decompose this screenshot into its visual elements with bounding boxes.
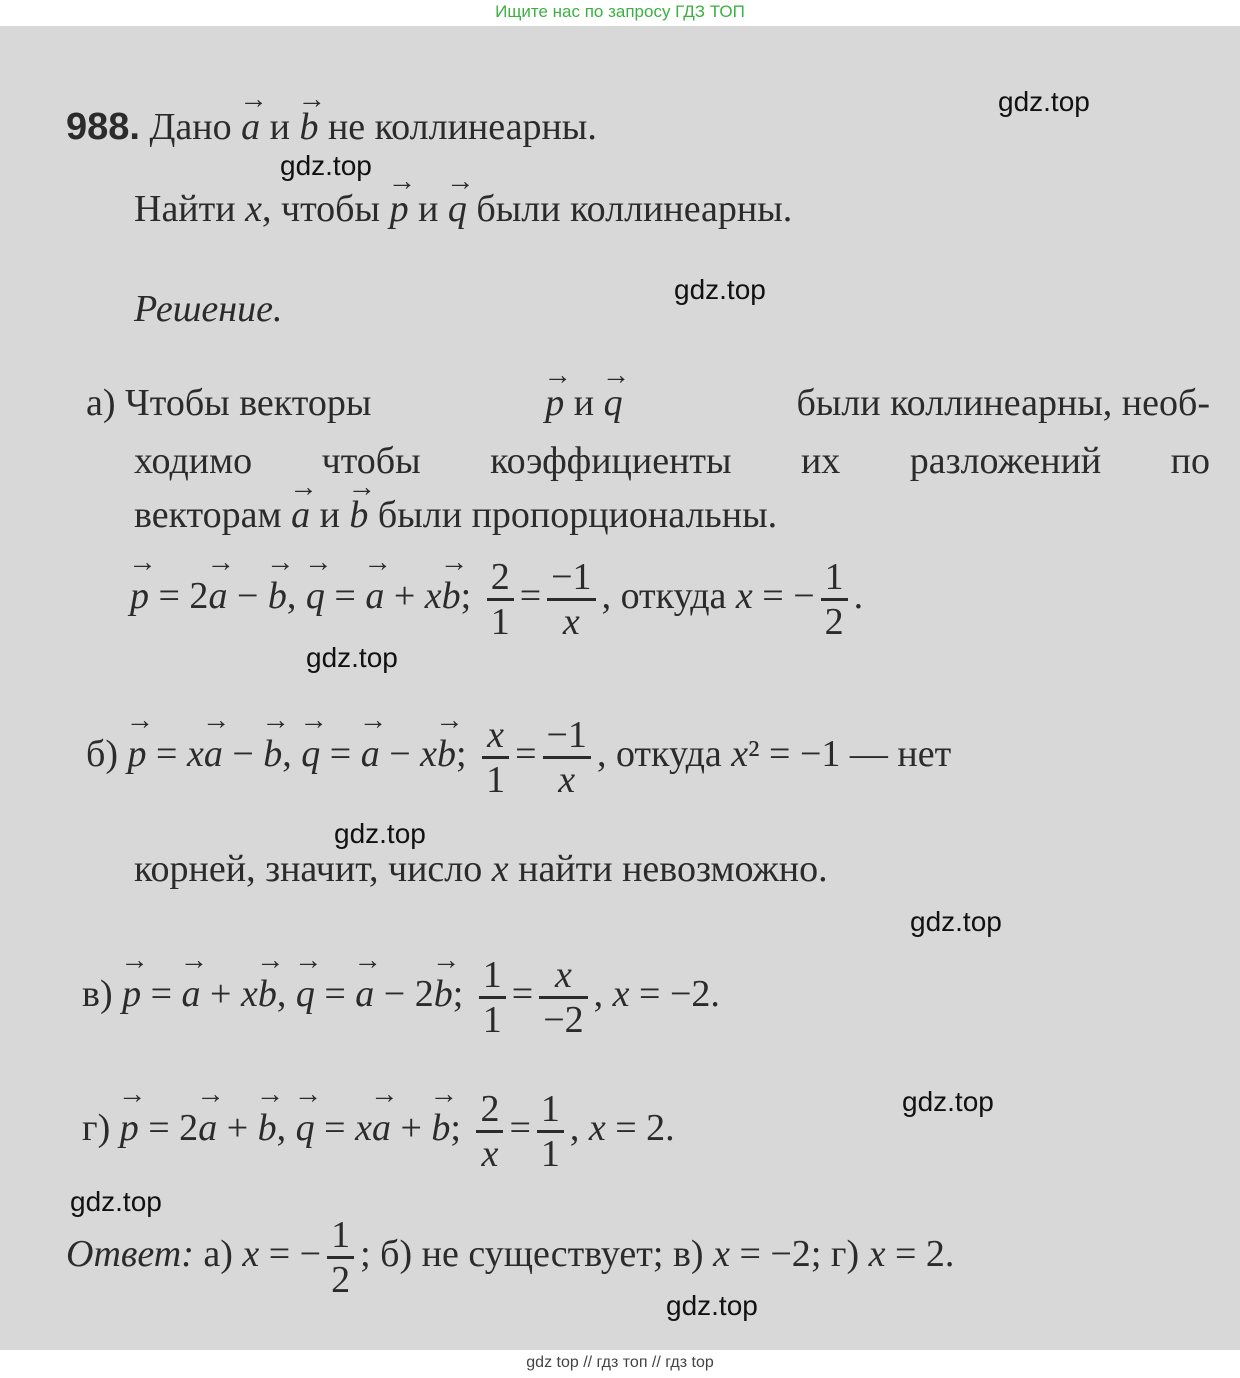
watermark: gdz.top <box>902 1086 994 1117</box>
watermark: gdz.top <box>998 86 1090 117</box>
watermark: gdz.top <box>280 150 372 181</box>
textbook-page <box>0 26 1240 1350</box>
item-b-line-2: корней, значит, число x найти невозможно. <box>134 848 828 890</box>
watermark: gdz.top <box>666 1290 758 1321</box>
watermark: gdz.top <box>910 906 1002 937</box>
problem-number: 988. <box>66 106 140 148</box>
item-b-formula: б) → p = x→ a − → b, → q = → a − x→ b; $\frac{x}{1}$ = $\frac{-1}{x}$ , откуда x² = −1 — нет <box>86 714 951 801</box>
top-banner: Ищите нас по запросу ГДЗ ТОП <box>0 0 1240 26</box>
item-v-formula: в) → p = → a + x→ b, → q = → a − 2→ b; $\frac{1}{1}$ = $\frac{x}{-2}$ , x = −2. <box>82 954 720 1041</box>
problem-statement: 988. Дано → a и → b не коллинеарны. <box>66 104 597 150</box>
bottom-banner: gdz top // гдз топ // гдз top <box>0 1350 1240 1378</box>
item-a-line-1: а) Чтобы векторы → p и → q были коллинеарны, необ- <box>86 380 1210 426</box>
solution-title: Решение. <box>134 288 283 330</box>
watermark: gdz.top <box>70 1186 162 1217</box>
item-a-line-2: ходимо чтобы коэффициенты их разложений по <box>134 440 1210 482</box>
watermark: gdz.top <box>334 818 426 849</box>
item-g-formula: г) → p = 2→ a + → b, → q = x→ a + → b; $\frac{2}{x}$ = $\frac{1}{1}$ , x = 2. <box>82 1088 675 1175</box>
watermark: gdz.top <box>306 642 398 673</box>
item-a-formula: → p = 2→ a − → b, → q = → a + x→ b; $\frac{2}{1}$ = $\frac{-1}{x}$ , откуда x = − $\frac{1}{2}$ . <box>130 556 863 643</box>
answer-line: Ответ: а) x = − $\frac{1}{2}$ ; б) не существует; в) x = −2; г) x = 2. <box>66 1214 955 1301</box>
watermark: gdz.top <box>674 274 766 305</box>
item-a-line-3: векторам → a и → b были пропорциональны. <box>134 492 777 538</box>
task-line: Найти x, чтобы → p и → q были коллинеарны. <box>134 186 792 232</box>
